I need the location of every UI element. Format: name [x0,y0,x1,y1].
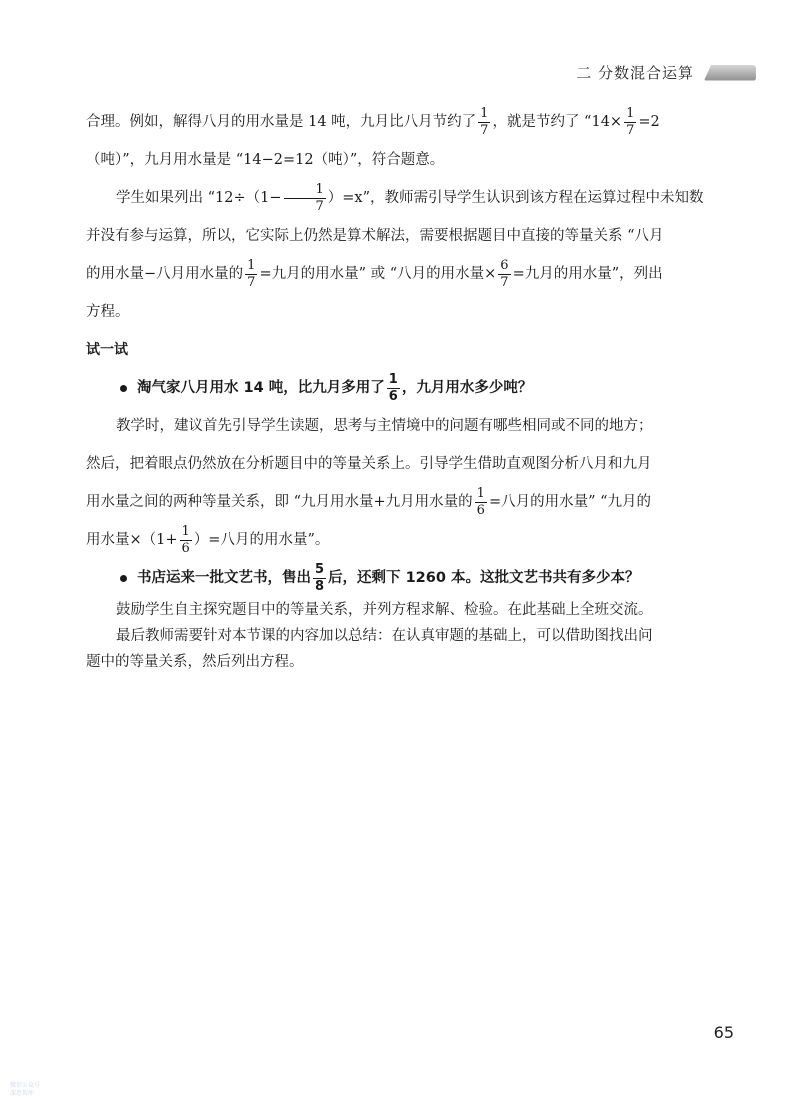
fraction: $\frac{1}{6}$ [476,485,485,518]
header-decoration-bar [704,65,756,81]
paragraph-5: 最后教师需要针对本节课的内容加以总结：在认真审题的基础上，可以借助图找出问 [116,628,653,644]
paragraph-3-cont: 然后，把着眼点仍然放在分析题目中的等量关系上。引导学生借助直观图分析八月和九月 用水量之间的两种等量关系，即 “九月用水量+九月用水量的 $\frac{1}{6}$ =八月的用水量” “九月的 用水量×（1+ $\frac{1}{6}$ ）=八月的用水量”。 [86,456,652,556]
paragraph-2-cont: 并没有参与运算，所以，它实际上仍然是算术解法，需要根据题目中直接的等量关系 “八月 的用水量−八月用水量的 $\frac{1}{7}$ =九月的用水量” 或 “八月的用水量× $\frac{6}{7}$ =九月的用水量”，列出 方程。 [86,228,664,320]
paragraph-4: 鼓励学生自主探究题目中的等量关系，并列方程求解、检验。在此基础上全班交流。 [116,602,653,618]
exercise-2: 书店运来一批文艺书，售出 $\frac{5}{8}$ 后，还剩下 1260 本。这批文艺书共有多少本？ [86,559,716,597]
page-content [86,103,716,675]
paragraph-3: 教学时，建议首先引导学生读题，思考与主情境中的问题有哪些相同或不同的地方； [116,418,653,434]
fraction: $\frac{5}{8}$ [315,561,325,594]
exercise-1: 淘气家八月用水 14 吨，比九月多用了 $\frac{1}{6}$ ，九月用水多少吨？ [86,369,716,407]
chapter-header [576,62,756,83]
fraction: $\frac{1}{7}$ [284,182,326,215]
bullet-icon [120,385,127,392]
fraction: $\frac{1}{7}$ [626,105,635,138]
fraction: $\frac{1}{6}$ [388,371,398,404]
paragraph-1: 合理。例如，解得八月的用水量是 14 吨，九月比八月节约了 $\frac{1}{7}$ ，就是节约了 “14× $\frac{1}{7}$ =2 （吨）”，九月用水量是 “14−2=12（吨）”，符合题意。 [86,105,660,168]
watermark: 微信公众号 深思智库 [10,1082,41,1097]
section-title: 试一试 [86,342,128,358]
page-number: 65 [713,1023,734,1042]
fraction: $\frac{6}{7}$ [500,257,509,290]
fraction: $\frac{1}{7}$ [480,105,489,138]
bullet-icon [120,575,127,582]
fraction: $\frac{1}{6}$ [181,523,190,556]
paragraph-5-cont: 题中的等量关系，然后列出方程。 [86,654,304,670]
chapter-title: 二 分数混合运算 [576,64,694,82]
fraction: $\frac{1}{7}$ [247,257,256,290]
paragraph-2: 学生如果列出 “12÷（1− $\frac{1}{7}$ ）=x”，教师需引导学生认识到该方程在运算过程中未知数 [116,181,704,214]
